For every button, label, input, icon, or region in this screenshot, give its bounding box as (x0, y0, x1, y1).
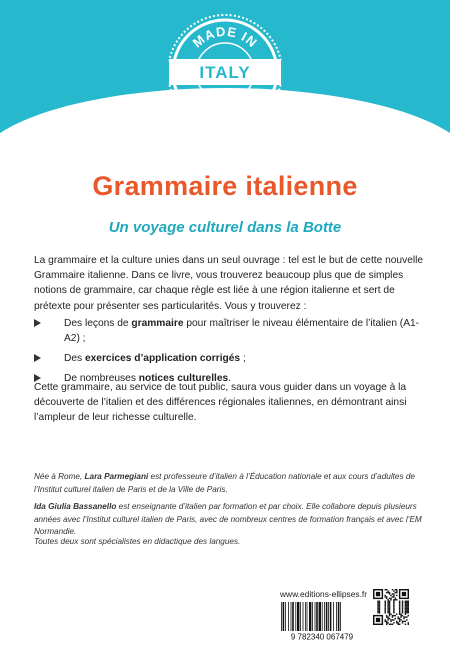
qr-cell (389, 598, 390, 599)
qr-cell (408, 605, 409, 606)
qr-cell (393, 599, 394, 600)
qr-cell (402, 622, 403, 623)
qr-cell (393, 602, 394, 603)
qr-cell (386, 624, 387, 625)
qr-cell (390, 621, 391, 622)
qr-cell (392, 596, 393, 597)
qr-cell (399, 608, 400, 609)
qr-cell (379, 603, 380, 604)
barcode-bar (309, 602, 311, 631)
qr-cell (393, 590, 394, 591)
qr-cell (390, 598, 391, 599)
book-subtitle: Un voyage culturel dans la Botte (108, 219, 342, 236)
qr-cell (396, 613, 397, 614)
qr-cell (400, 613, 401, 614)
qr-cell (385, 621, 386, 622)
authors-note: Toutes deux sont spécialistes en didactique des langues. (34, 537, 241, 546)
qr-cell (406, 608, 407, 609)
qr-cell (399, 621, 400, 622)
qr-cell (392, 624, 393, 625)
intro-paragraph: La grammaire et la culture unies dans un seul ouvrage : tel est le but de cette nouvelle Grammaire italienne. Dans ce livre, vous trouverez beaucoup plus que de simples notions de grammaire, car chaque règle est liée à une région italienne et sert de prétexte pour présenter ses particularités. Vous y trouverez : (34, 255, 424, 312)
barcode-bar (295, 602, 296, 631)
barcode-bar (336, 602, 337, 631)
qr-cell (400, 616, 401, 617)
qr-cell (397, 622, 398, 623)
qr-cell (387, 616, 388, 617)
barcode-bar (285, 602, 286, 631)
qr-cell (389, 611, 390, 612)
barcode-bar (303, 602, 304, 631)
qr-cell (408, 609, 409, 610)
qr-cell (396, 592, 397, 593)
publisher-website[interactable]: www.editions-ellipses.fr (280, 589, 368, 599)
qr-cell (379, 608, 380, 609)
qr-cell (387, 590, 388, 591)
qr-cell (405, 611, 406, 612)
qr-cell (385, 602, 386, 603)
qr-cell (395, 592, 396, 593)
qr-cell (390, 599, 391, 600)
qr-cell (390, 595, 391, 596)
qr-cell (392, 589, 393, 590)
qr-cell (393, 608, 394, 609)
qr-cell (399, 613, 400, 614)
barcode-bar (324, 602, 325, 631)
qr-cell (393, 622, 394, 623)
qr-cell (385, 605, 386, 606)
qr-cell (402, 621, 403, 622)
barcode-bar (340, 602, 341, 631)
qr-cell (385, 596, 386, 597)
qr-cell (402, 612, 403, 613)
qr-cell (395, 589, 396, 590)
barcode-bar (291, 602, 292, 631)
qr-cell (390, 624, 391, 625)
qr-cell (386, 622, 387, 623)
qr-cell (386, 615, 387, 616)
qr-cell (395, 615, 396, 616)
qr-cell (377, 606, 378, 607)
barcode-bar (333, 602, 334, 631)
badge-bottom-text: MADE IN (189, 96, 261, 123)
qr-cell (395, 599, 396, 600)
qr-cell (379, 611, 380, 612)
list-item: Des leçons de grammaire pour maîtriser le niveau élémentaire de l’italien (A1-A2) ; (34, 316, 426, 346)
qr-cell (385, 612, 386, 613)
qr-cell (386, 589, 387, 590)
qr-cell (399, 601, 400, 602)
barcode-bar (315, 602, 316, 631)
qr-cell (405, 613, 406, 614)
qr-cell (389, 601, 390, 602)
qr-cell (393, 601, 394, 602)
qr-cell (399, 624, 400, 625)
qr-cell (405, 606, 406, 607)
qr-cell (385, 619, 386, 620)
barcode-bar (297, 602, 299, 631)
author-bio-bassanello: Ida Giulia Bassanello est enseignante d’italien par formation et par choix. Elle collabore depuis plusieurs années avec l’Institut culturel italien de Paris, avec de nombreux centres de formation français et avec l’EM Normandie. (34, 502, 422, 537)
qr-cell (399, 606, 400, 607)
qr-cell (389, 603, 390, 604)
qr-cell (396, 599, 397, 600)
qr-cell (406, 602, 407, 603)
qr-cell (408, 624, 409, 625)
qr-cell (399, 609, 400, 610)
barcode-bar (330, 602, 332, 631)
qr-cell (387, 599, 388, 600)
qr-cell (402, 605, 403, 606)
qr-cell (397, 618, 398, 619)
qr-cell (406, 606, 407, 607)
qr-cell (377, 611, 378, 612)
qr-cell (397, 616, 398, 617)
qr-cell (387, 592, 388, 593)
book-title: Grammaire italienne (92, 171, 358, 201)
barcode-bar (319, 602, 321, 631)
qr-cell (377, 609, 378, 610)
made-in-italy-badge (165, 12, 285, 132)
isbn-barcode (278, 601, 366, 641)
qr-cell (387, 609, 388, 610)
qr-cell (395, 598, 396, 599)
qr-cell (389, 592, 390, 593)
isbn-digits: 9 782340 067479 (290, 632, 354, 641)
barcode-bar (312, 602, 313, 631)
qr-cell (402, 609, 403, 610)
barcode-bar (281, 602, 282, 631)
qr-cell (399, 602, 400, 603)
qr-cell (387, 605, 388, 606)
qr-cell (387, 611, 388, 612)
barcode-bars (281, 602, 341, 631)
qr-cell (387, 608, 388, 609)
qr-cell (397, 624, 398, 625)
badge-center-text: ITALY (199, 63, 251, 82)
qr-cell (393, 615, 394, 616)
qr-cell (385, 608, 386, 609)
closing-paragraph: Cette grammaire, au service de tout public, saura vous guider dans un voyage à la découverte de l’italien et des différences régionales italiennes, en démontrant ainsi l’ampleur de leur richesse culturelle. (34, 382, 407, 424)
barcode-bar (326, 602, 328, 631)
qr-cell (399, 618, 400, 619)
qr-cell (402, 615, 403, 616)
qr-cell (393, 593, 394, 594)
qr-cell (387, 619, 388, 620)
barcode-bar (305, 602, 306, 631)
qr-cell (405, 624, 406, 625)
qr-cell (393, 611, 394, 612)
qr-code (373, 589, 409, 625)
qr-cell (405, 602, 406, 603)
qr-cell (393, 619, 394, 620)
qr-cell (395, 618, 396, 619)
qr-cell (393, 603, 394, 604)
qr-cell (389, 608, 390, 609)
qr-cell (408, 608, 409, 609)
qr-cell (402, 603, 403, 604)
qr-cell (387, 612, 388, 613)
list-item: Des exercices d’application corrigés ; (34, 351, 426, 366)
qr-cell (393, 609, 394, 610)
qr-cell (408, 606, 409, 607)
qr-cell (402, 601, 403, 602)
qr-cell (385, 606, 386, 607)
qr-cell (389, 612, 390, 613)
qr-cell (405, 603, 406, 604)
qr-cell (406, 603, 407, 604)
qr-cell (402, 602, 403, 603)
qr-cell (377, 612, 378, 613)
qr-cell (400, 615, 401, 616)
qr-cell (389, 618, 390, 619)
qr-cell (396, 590, 397, 591)
qr-cells (373, 589, 409, 625)
qr-cell (389, 606, 390, 607)
barcode-bar (300, 602, 301, 631)
qr-cell (376, 592, 380, 596)
qr-cell (387, 601, 388, 602)
qr-cell (406, 611, 407, 612)
qr-cell (399, 611, 400, 612)
qr-cell (406, 612, 407, 613)
arrow-icon (34, 354, 41, 362)
list-item: De nombreuses notices culturelles. (34, 371, 426, 386)
barcode-bar (307, 602, 308, 631)
qr-cell (379, 605, 380, 606)
qr-cell (393, 612, 394, 613)
qr-cell (389, 609, 390, 610)
qr-cell (399, 603, 400, 604)
qr-cell (377, 605, 378, 606)
barcode-bar (288, 602, 289, 631)
qr-cell (403, 618, 404, 619)
qr-cell (405, 605, 406, 606)
qr-cell (405, 616, 406, 617)
qr-cell (406, 605, 407, 606)
barcode-bar (322, 602, 323, 631)
qr-cell (389, 605, 390, 606)
qr-cell (392, 593, 393, 594)
qr-cell (405, 601, 406, 602)
qr-cell (392, 615, 393, 616)
qr-cell (403, 621, 404, 622)
qr-cell (406, 619, 407, 620)
badge-top-text: MADE IN (189, 23, 261, 51)
author-bio-parmegiani: Née à Rome, Lara Parmegiani est professeure d’italien à l’Éducation nationale et aux cours d’adultes de l’Institut culturel italien de Paris et de la Ville de Paris. (34, 472, 415, 494)
qr-cell (386, 616, 387, 617)
qr-cell (390, 613, 391, 614)
barcode-bar (328, 602, 329, 631)
qr-cell (386, 592, 387, 593)
qr-cell (396, 595, 397, 596)
qr-cell (406, 601, 407, 602)
barcode-bar (283, 602, 285, 631)
qr-cell (377, 603, 378, 604)
qr-cell (399, 605, 400, 606)
qr-cell (385, 611, 386, 612)
qr-cell (405, 609, 406, 610)
qr-cell (405, 621, 406, 622)
qr-cell (408, 611, 409, 612)
barcode-bar (292, 602, 294, 631)
qr-cell (408, 601, 409, 602)
qr-cell (392, 619, 393, 620)
qr-cell (379, 606, 380, 607)
qr-cell (393, 596, 394, 597)
qr-cell (396, 589, 397, 590)
qr-cell (399, 619, 400, 620)
qr-cell (402, 611, 403, 612)
qr-cell (387, 618, 388, 619)
qr-cell (385, 601, 386, 602)
qr-cell (393, 605, 394, 606)
qr-cell (403, 616, 404, 617)
barcode-bar (316, 602, 318, 631)
qr-cell (389, 593, 390, 594)
qr-cell (389, 602, 390, 603)
qr-cell (392, 616, 393, 617)
qr-cell (389, 615, 390, 616)
qr-cell (408, 615, 409, 616)
qr-cell (379, 602, 380, 603)
qr-cell (396, 621, 397, 622)
qr-cell (387, 603, 388, 604)
qr-cell (387, 606, 388, 607)
qr-cell (393, 606, 394, 607)
qr-cell (399, 612, 400, 613)
qr-cell (405, 608, 406, 609)
qr-cell (406, 609, 407, 610)
qr-cell (405, 612, 406, 613)
qr-cell (408, 612, 409, 613)
qr-cell (385, 609, 386, 610)
qr-cell (386, 598, 387, 599)
qr-cell (389, 624, 390, 625)
qr-cell (377, 602, 378, 603)
qr-cell (408, 602, 409, 603)
qr-cell (408, 603, 409, 604)
qr-cell (406, 616, 407, 617)
qr-cell (386, 621, 387, 622)
qr-cell (379, 609, 380, 610)
qr-cell (386, 596, 387, 597)
qr-cell (396, 622, 397, 623)
qr-cell (393, 595, 394, 596)
qr-cell (402, 592, 406, 596)
qr-cell (402, 606, 403, 607)
qr-cell (385, 603, 386, 604)
qr-cell (376, 618, 380, 622)
qr-cell (379, 612, 380, 613)
qr-cell (377, 608, 378, 609)
qr-cell (408, 622, 409, 623)
qr-cell (402, 608, 403, 609)
qr-cell (387, 602, 388, 603)
arrow-icon (34, 319, 41, 327)
barcode-bar (338, 602, 340, 631)
qr-cell (379, 601, 380, 602)
qr-cell (387, 622, 388, 623)
qr-cell (389, 613, 390, 614)
qr-cell (377, 601, 378, 602)
qr-cell (385, 595, 386, 596)
qr-cell (400, 619, 401, 620)
qr-cell (390, 619, 391, 620)
qr-cell (385, 589, 386, 590)
